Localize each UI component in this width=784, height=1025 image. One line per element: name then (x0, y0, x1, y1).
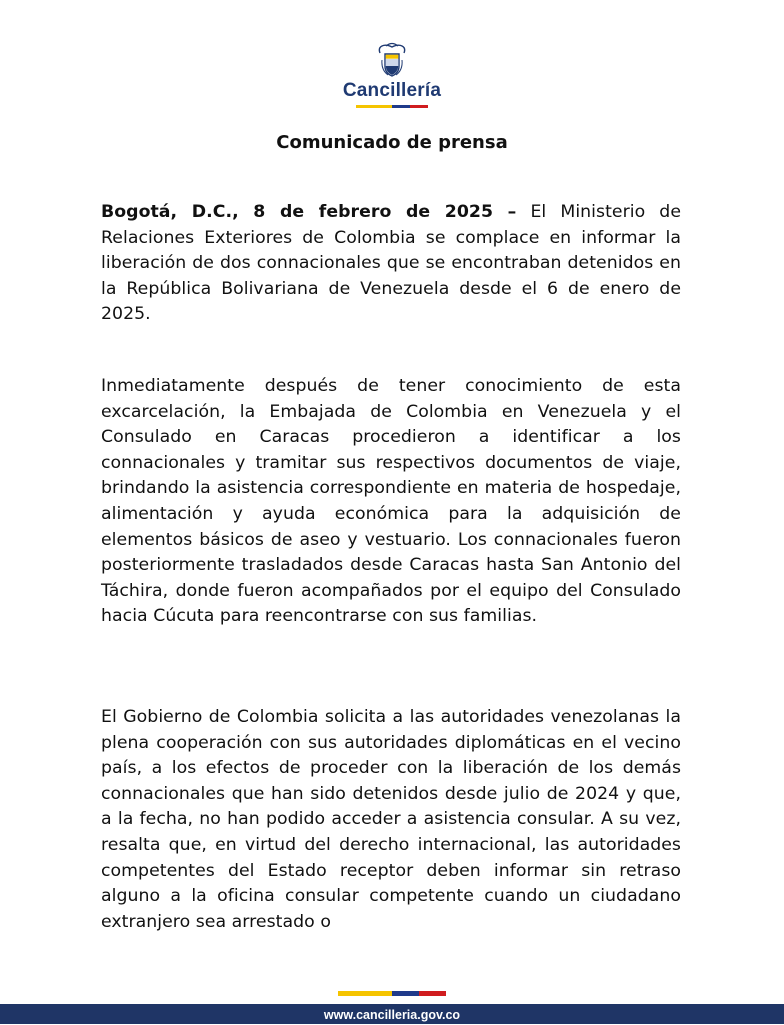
colombia-coat-of-arms-icon (376, 40, 408, 80)
brand-wordmark: Cancillería (342, 80, 442, 101)
flag-yellow (338, 991, 392, 996)
flag-blue (392, 991, 419, 996)
footer-flag-stripe (338, 991, 446, 996)
flag-yellow (356, 105, 392, 108)
brand-flag-stripe (356, 105, 428, 108)
paragraph-2 (101, 374, 681, 630)
letterhead (0, 40, 784, 108)
paragraph-3 (101, 705, 681, 935)
dateline: Bogotá, D.C., 8 de febrero de 2025 – (101, 202, 517, 222)
paragraph-text: Inmediatamente después de tener conocimiento de esta excarcelación, la Embajada de Colombia en Venezuela y el Consulado en Caracas procedieron a identificar a los connacionales y tramitar sus respectivos documentos de viaje, brindando la asistencia correspondiente en materia de hospedaje, alimentación y ayuda económica para la adquisición de elementos básicos de aseo y vestuario. Los connacionales fueron posteriormente trasladados desde Caracas hasta San Antonio del Táchira, donde fueron acompañados por el equipo del Consulado hacia Cúcuta para reencontrarse con sus familias. (101, 376, 681, 627)
paragraph-1 (101, 200, 681, 328)
paragraph-text (101, 200, 681, 328)
flag-red (419, 991, 446, 996)
paragraph-text: El Gobierno de Colombia solicita a las autoridades venezolanas la plena cooperación con sus autoridades diplomáticas en el vecino país, a los efectos de proceder con la liberación de los demás connacionales que han sido detenidos desde julio de 2024 y que, a la fecha, no han podido acceder a asistencia consular. A su vez, resalta que, en virtud del derecho internacional, las autoridades competentes del Estado receptor deben informar sin retraso alguno a la oficina consular competente cuando un ciudadano extranjero sea arrestado o (101, 707, 681, 932)
paragraph-body: El Ministerio de Relaciones Exteriores de Colombia se complace en informar la liberación de dos connacionales que se encontraban detenidos en la República Bolivariana de Venezuela desde el 6 de enero de 2025. (101, 202, 681, 325)
flag-red (410, 105, 428, 108)
footer-bar (0, 1004, 784, 1024)
page-title: Comunicado de prensa (276, 132, 508, 153)
footer-website-link[interactable]: www.cancilleria.gov.co (323, 1008, 461, 1022)
flag-blue (392, 105, 410, 108)
